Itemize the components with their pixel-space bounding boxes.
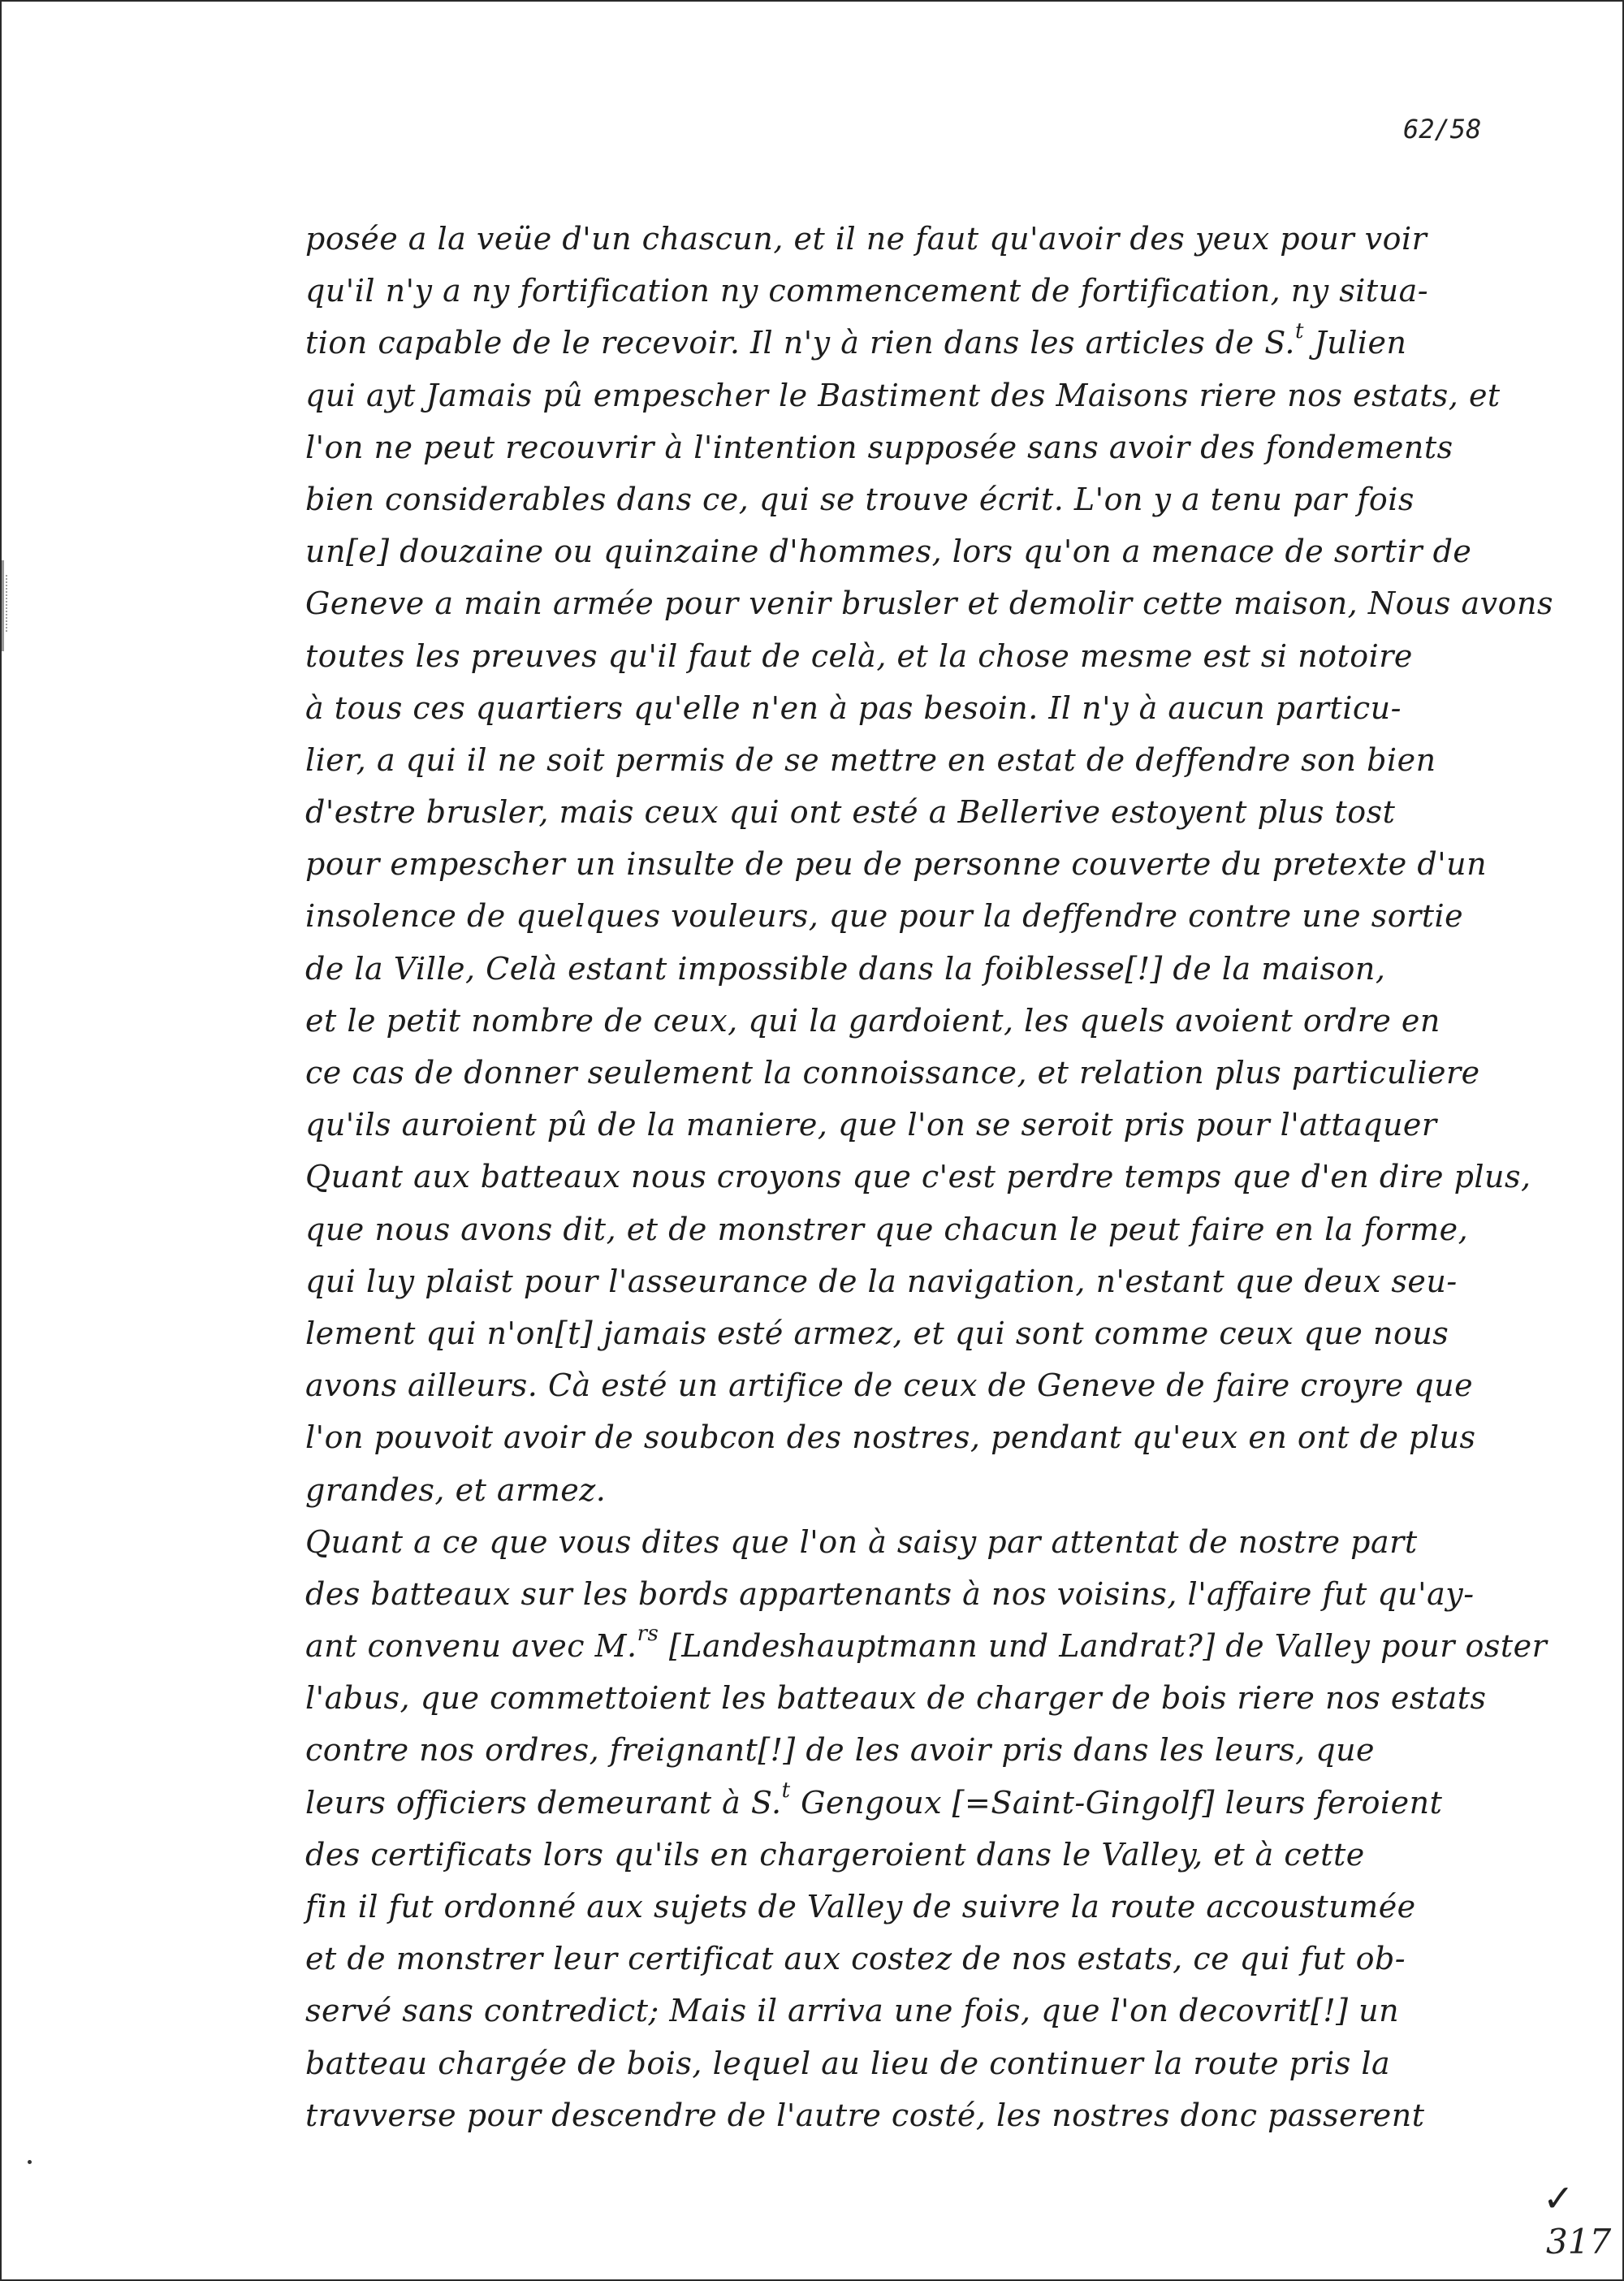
text-line: et de monstrer leur certificat aux costez de nos estats, ce qui fut ob- [305,1941,1406,1977]
text-line: l'on pouvoit avoir de soubcon des nostres, pendant qu'eux en ont de plus [305,1419,1476,1456]
text-line: pour empescher un insulte de peu de personne couverte du pretexte d'un [305,846,1488,883]
superscript: t [781,1778,791,1803]
text-line: bien considerables dans ce, qui se trouve écrit. L'on y a tenu par fois [305,481,1415,517]
check-mark-icon: ✓ [1543,2176,1574,2220]
text-line: insolence de quelques vouleurs, que pour la deffendre contre une sortie [305,898,1464,935]
scan-speck [28,2160,32,2164]
text-line: ant convenu avec M.$^{rs}$ [Landeshauptmann und Landrat?] de Valley pour oster [305,1622,1548,1665]
text-line: à tous ces quartiers qu'elle n'en à pas besoin. Il n'y à aucun particu- [305,689,1402,726]
text-line: Geneve a main armée pour venir brusler et demolir cette maison, Nous avons [305,585,1553,622]
text-line: ce cas de donner seulement la connoissance, et relation plus particuliere [305,1055,1480,1091]
text-line: servé sans contredict; Mais il arriva une fois, que l'on decovrit[!] un [305,1993,1400,2029]
text-line: de la Ville, Celà estant impossible dans la foiblesse[!] de la maison, [305,950,1386,987]
text-line: Quant aux batteaux nous croyons que c'est perdre temps que d'en dire plus, [305,1159,1531,1195]
text-line: leurs officiers demeurant à S.$^t$ Gengoux [=Saint-Gingolf] leurs feroient [305,1778,1443,1821]
text-line: Quant a ce que vous dites que l'on à saisy par attentat de nostre part [305,1523,1418,1560]
text-line: lier, a qui il ne soit permis de se mettre en estat de deffendre son bien [305,741,1436,778]
margin-scan-mark [2,560,15,651]
text-line: qu'ils auroient pû de la maniere, que l'on se seroit pris pour l'attaquer [305,1107,1437,1143]
text-line: des certificats lors qu'ils en chargeroient dans le Valley, et à cette [305,1836,1365,1873]
text-line: d'estre brusler, mais ceux qui ont esté a Bellerive estoyent plus tost [305,794,1396,831]
text-line: l'abus, que commettoient les batteaux de charger de bois riere nos estats [305,1680,1487,1717]
text-line: lement qui n'on[t] jamais esté armez, et qui sont comme ceux que nous [305,1315,1449,1351]
text-line: batteau chargée de bois, lequel au lieu de continuer la route pris la [305,2045,1391,2081]
text-line: l'on ne peut recouvrir à l'intention supposée sans avoir des fondements [305,429,1453,465]
superscript: rs [637,1622,659,1647]
text-line: des batteaux sur les bords appartenants à nos voisins, l'affaire fut qu'ay- [305,1575,1475,1612]
text-line: fin il fut ordonné aux sujets de Valley de suivre la route accoustumée [305,1889,1416,1925]
text-line: avons ailleurs. Cà esté un artifice de ceux de Geneve de faire croyre que [305,1367,1474,1404]
text-line: contre nos ordres, freignant[!] de les avoir pris dans les leurs, que [305,1732,1376,1769]
text-line: et le petit nombre de ceux, qui la gardoient, les quels avoient ordre en [305,1002,1440,1039]
text-line: qui ayt Jamais pû empescher le Bastiment des Maisons riere nos estats, et [305,377,1501,413]
superscript: t [1294,318,1304,343]
text-line: que nous avons dit, et de monstrer que chacun le peut faire en la forme, [305,1211,1469,1247]
archive-folio-number: 317 [1546,2222,1612,2262]
letter-body [305,213,1553,2141]
text-line: qu'il n'y a ny fortification ny commencement de fortification, ny situa- [305,273,1429,309]
text-line: toutes les preuves qu'il faut de celà, et la chose mesme est si notoire [305,637,1413,674]
text-line: posée a la veüe d'un chascun, et il ne faut qu'avoir des yeux pour voir [305,221,1427,257]
text-line: travverse pour descendre de l'autre costé, les nostres donc passerent [305,2097,1425,2133]
text-line: un[e] douzaine ou quinzaine d'hommes, lors qu'on a menace de sortir de [305,534,1472,570]
text-line: tion capable de le recevoir. Il n'y à rien dans les articles de S.$^t$ Julien [305,318,1407,361]
page-number: 62/58 [1403,114,1482,145]
text-line: grandes, et armez. [305,1471,607,1508]
text-line: qui luy plaist pour l'asseurance de la navigation, n'estant que deux seu- [305,1263,1458,1299]
